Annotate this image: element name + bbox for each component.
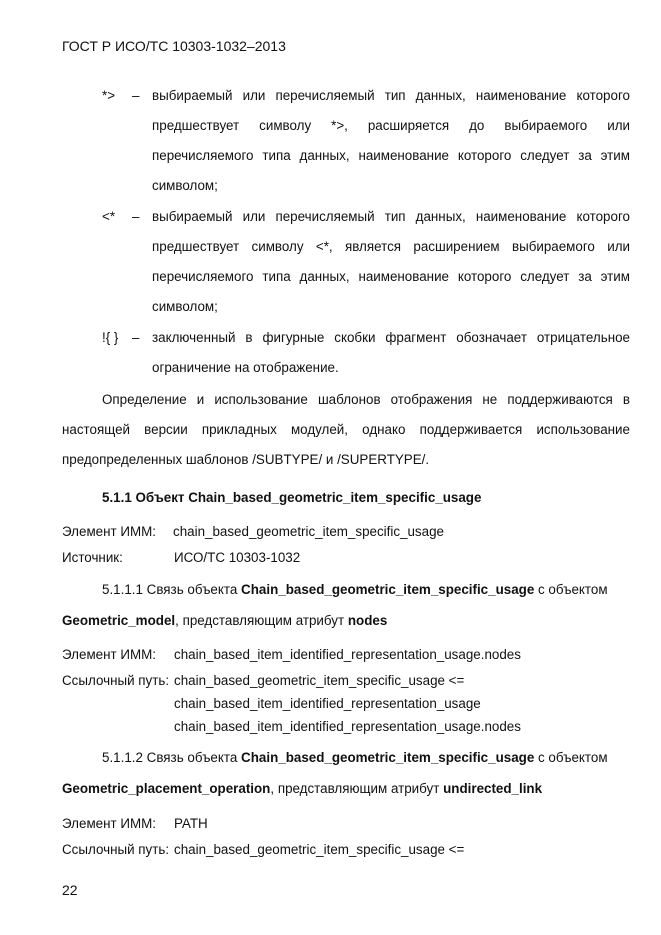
- definition-line: перечисляемого типа данных, наименование которого следует за этим: [152, 269, 630, 284]
- element-value: PATH: [174, 816, 208, 831]
- element-value: chain_based_geometric_item_specific_usage: [173, 524, 444, 539]
- element-value: chain_based_item_identified_representation_usage.nodes: [174, 647, 521, 662]
- section-heading-5-1-1: [102, 490, 481, 505]
- heading-entity-name: Chain_based_geometric_item_specific_usage: [188, 490, 482, 505]
- definition-dash: –: [132, 88, 140, 103]
- subsection-heading-5-1-1-1: [102, 582, 608, 597]
- element-label: Элемент ИММ:: [62, 816, 156, 831]
- ref-path-label: Ссылочный путь:: [62, 842, 170, 857]
- definition-line: заключенный в фигурные скобки фрагмент обозначает отрицательное: [152, 330, 630, 345]
- heading-prefix: 5.1.1.2 Связь объекта: [102, 750, 242, 765]
- heading-object: Chain_based_geometric_item_specific_usage: [241, 750, 535, 765]
- heading-prefix: 5.1.1.1 Связь объекта: [102, 582, 242, 597]
- heading-attr: undirected_link: [443, 781, 543, 796]
- ref-path-label: Ссылочный путь:: [62, 673, 170, 688]
- source-value: ИСО/ТС 10303-1032: [174, 550, 301, 565]
- heading-object: Chain_based_geometric_item_specific_usage: [241, 582, 535, 597]
- ref-path-line: chain_based_geometric_item_specific_usage <=: [174, 673, 465, 688]
- definition-line: ограничение на отображение.: [152, 360, 339, 375]
- heading-target: Geometric_placement_operation: [62, 781, 271, 796]
- definition-line: символом;: [152, 178, 218, 193]
- heading-middle: с объектом: [534, 582, 608, 597]
- element-label: Элемент ИММ:: [62, 647, 156, 662]
- subsection-heading-continuation: [62, 781, 542, 796]
- definition-line: предшествует символу <*, является расширением выбираемого или: [152, 239, 630, 254]
- definition-symbol: *>: [102, 88, 116, 103]
- paragraph-line: настоящей версии прикладных модулей, однако поддерживается использование: [62, 422, 630, 437]
- subsection-heading-continuation: [62, 613, 387, 628]
- element-label: Элемент ИММ:: [62, 524, 156, 539]
- ref-path-line: chain_based_item_identified_representation_usage: [174, 696, 481, 711]
- heading-prefix: 5.1.1 Объект: [102, 490, 189, 505]
- heading-attr-text: , представляющим атрибут: [175, 613, 348, 628]
- page-number: 22: [62, 882, 78, 898]
- definition-line: выбираемый или перечисляемый тип данных, наименование которого: [152, 88, 630, 103]
- definition-symbol: !{ }: [102, 330, 119, 345]
- heading-attr: nodes: [347, 613, 388, 628]
- source-label: Источник:: [62, 550, 123, 565]
- definition-line: предшествует символу *>, расширяется до выбираемого или: [152, 118, 630, 133]
- heading-middle: с объектом: [534, 750, 608, 765]
- paragraph-line: Определение и использование шаблонов отображения не поддерживаются в: [102, 392, 630, 407]
- definition-dash: –: [132, 209, 140, 224]
- definition-line: перечисляемого типа данных, наименование которого следует за этим: [152, 148, 630, 163]
- definition-symbol: <*: [102, 209, 116, 224]
- ref-path-line: chain_based_item_identified_representation_usage.nodes: [174, 719, 521, 734]
- subsection-heading-5-1-1-2: [102, 750, 608, 765]
- definition-dash: –: [132, 330, 140, 345]
- heading-target: Geometric_model: [62, 613, 176, 628]
- definition-line: выбираемый или перечисляемый тип данных, наименование которого: [152, 209, 630, 224]
- document-header: ГОСТ Р ИСО/ТС 10303-1032–2013: [62, 38, 286, 54]
- definition-line: символом;: [152, 299, 218, 314]
- paragraph-line: предопределенных шаблонов /SUBTYPE/ и /SUPERTYPE/.: [62, 452, 430, 467]
- heading-attr-text: , представляющим атрибут: [270, 781, 444, 796]
- ref-path-line: chain_based_geometric_item_specific_usage <=: [174, 842, 465, 857]
